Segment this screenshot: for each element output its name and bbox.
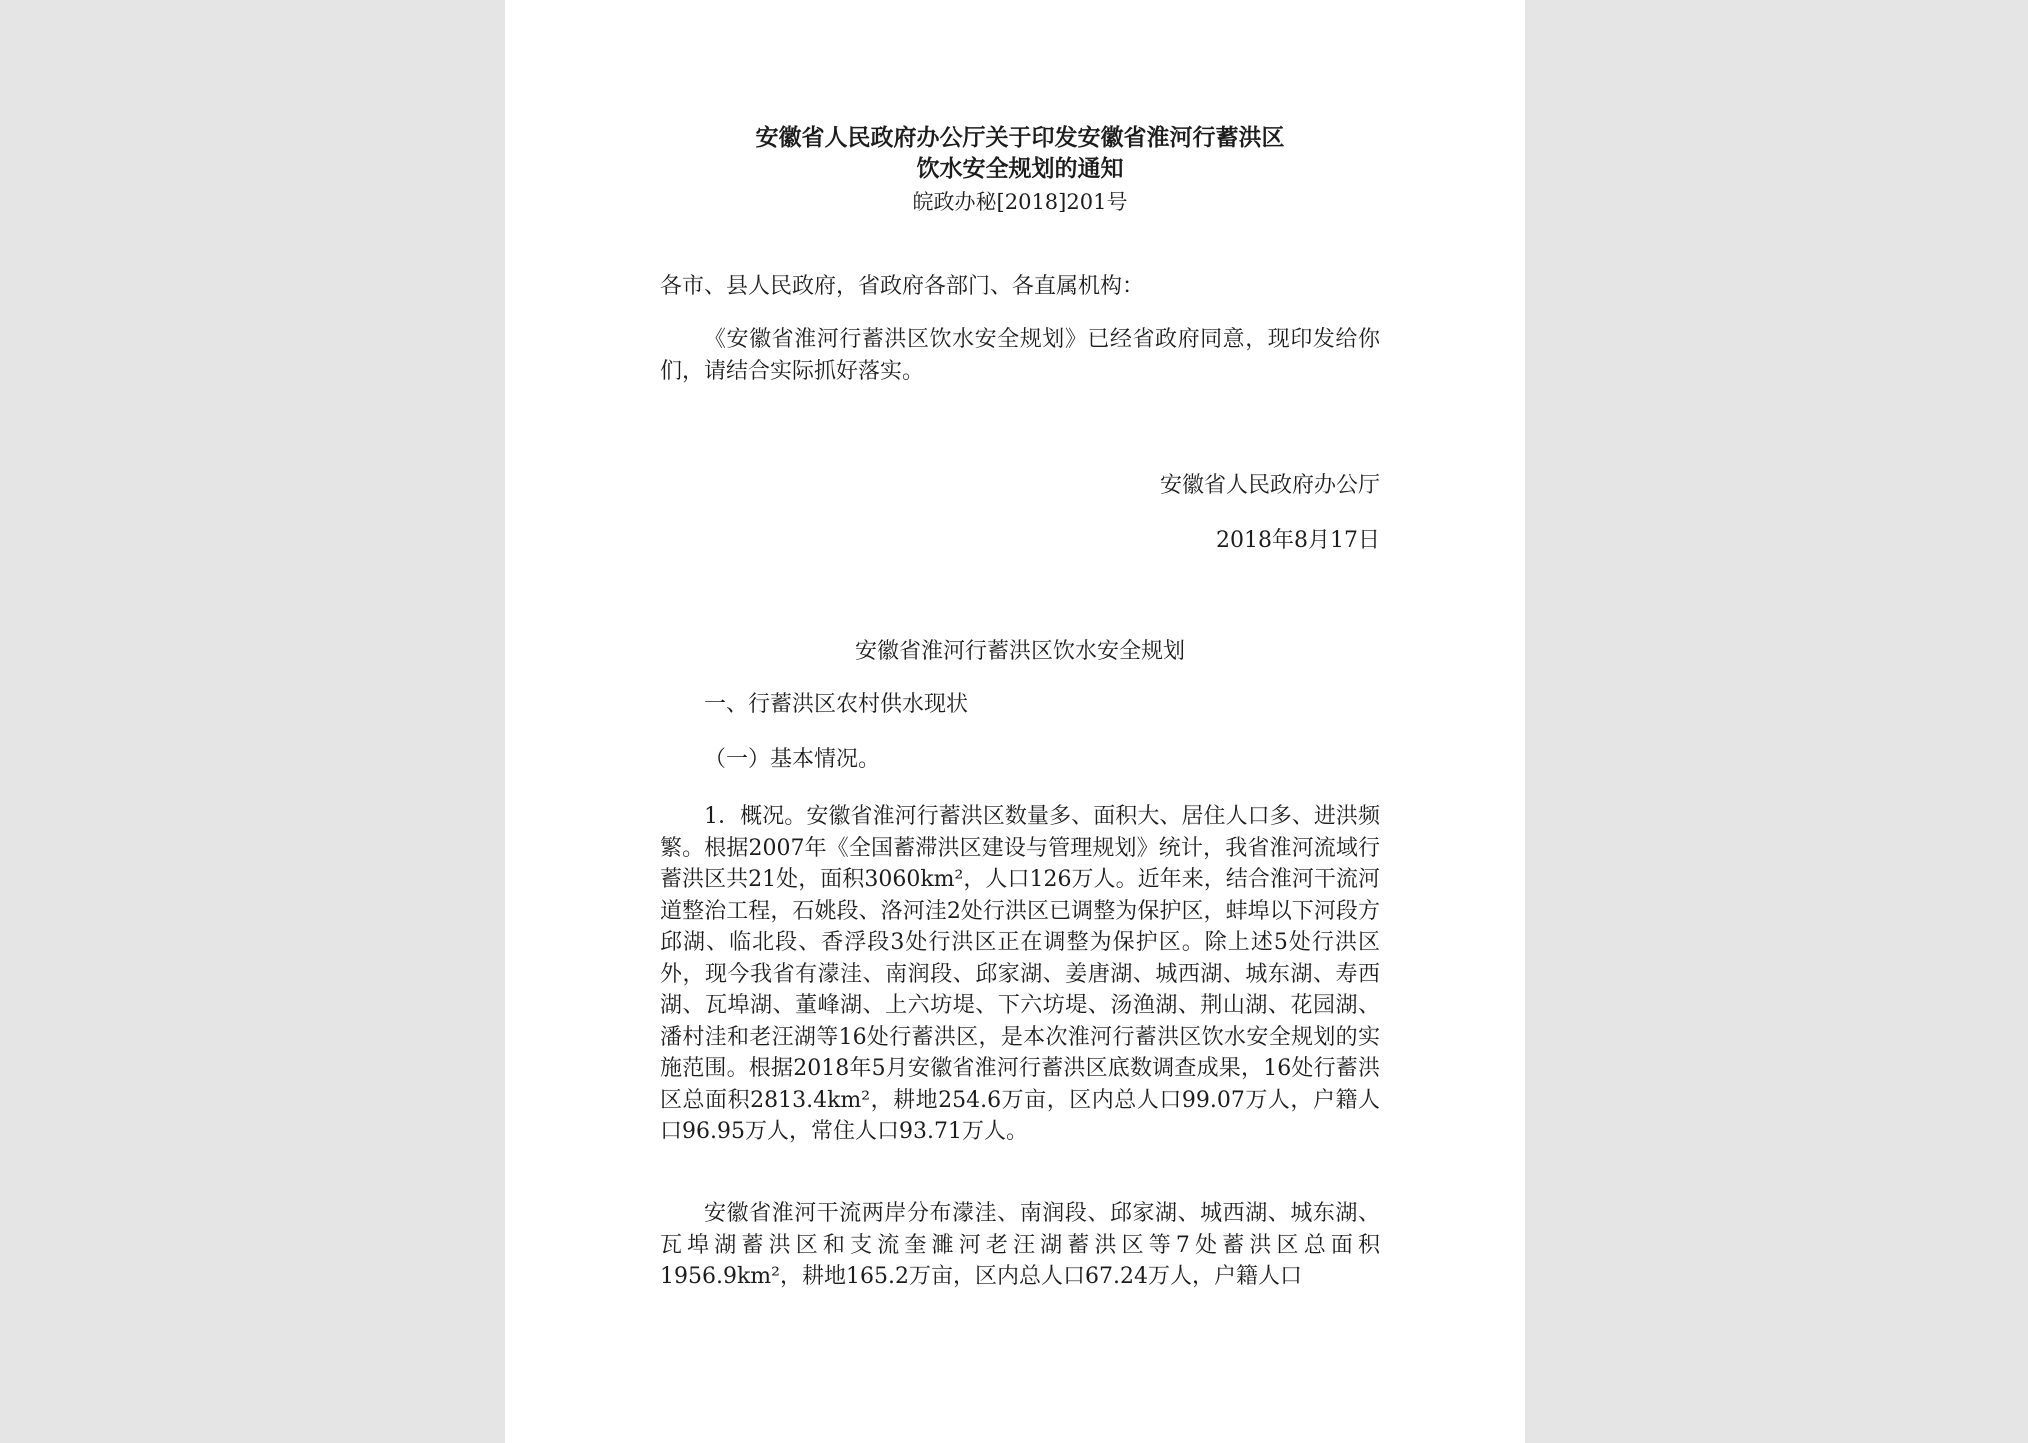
notice-title-line-2: 饮水安全规划的通知 bbox=[916, 155, 1124, 182]
plan-title: 安徽省淮河行蓄洪区饮水安全规划 bbox=[854, 639, 1185, 664]
document-number: 皖政办秘[2018]201号 bbox=[912, 190, 1128, 214]
document-page bbox=[505, 0, 1525, 1443]
notice-body-paragraph: 《安徽省淮河行蓄洪区饮水安全规划》已经省政府同意，现印发给你们，请结合实际抓好落实。 bbox=[660, 327, 1380, 384]
overview-paragraph: 1．概况。安徽省淮河行蓄洪区数量多、面积大、居住人口多、进洪频繁。根据2007年《全国蓄滞洪区建设与管理规划》统计，我省淮河流域行蓄洪区共21处，面积3060km²，人口126万人。近年来，结合淮河干流河道整治工程，石姚段、洛河洼2处行洪区已调整为保护区，蚌埠以下河段方邱湖、临北段、香浮段3处行洪区正在调整为保护区。除上述5处行洪区外，现今我省有濛洼、南润段、邱家湖、姜唐湖、城西湖、城东湖、寿西湖、瓦埠湖、董峰湖、上六坊堤、下六坊堤、汤渔湖、荆山湖、花园湖、潘村洼和老汪湖等16处行蓄洪区，是本次淮河行蓄洪区饮水安全规划的实施范围。根据2018年5月安徽省淮河行蓄洪区底数调查成果，16处行蓄洪区总面积2813.4km²，耕地254.6万亩，区内总人口99.07万人，户籍人口96.95万人，常住人口93.71万人。 bbox=[660, 804, 1380, 1144]
section-1-heading: 一、行蓄洪区农村供水现状 bbox=[704, 692, 969, 717]
signature-date: 2018年8月17日 bbox=[1216, 528, 1380, 553]
notice-title bbox=[660, 122, 1380, 184]
distribution-paragraph: 安徽省淮河干流两岸分布濛洼、南润段、邱家湖、城西湖、城东湖、瓦埠湖蓄洪区和支流奎濉河老汪湖蓄洪区等7处蓄洪区总面积1956.9km²，耕地165.2万亩，区内总人口67.24万人，户籍人口 bbox=[660, 1201, 1380, 1289]
salutation: 各市、县人民政府，省政府各部门、各直属机构： bbox=[660, 274, 1145, 299]
signature-organization: 安徽省人民政府办公厅 bbox=[1159, 473, 1380, 498]
notice-title-line-1: 安徽省人民政府办公厅关于印发安徽省淮河行蓄洪区 bbox=[755, 124, 1285, 151]
subsection-1-heading: （一）基本情况。 bbox=[704, 747, 881, 772]
